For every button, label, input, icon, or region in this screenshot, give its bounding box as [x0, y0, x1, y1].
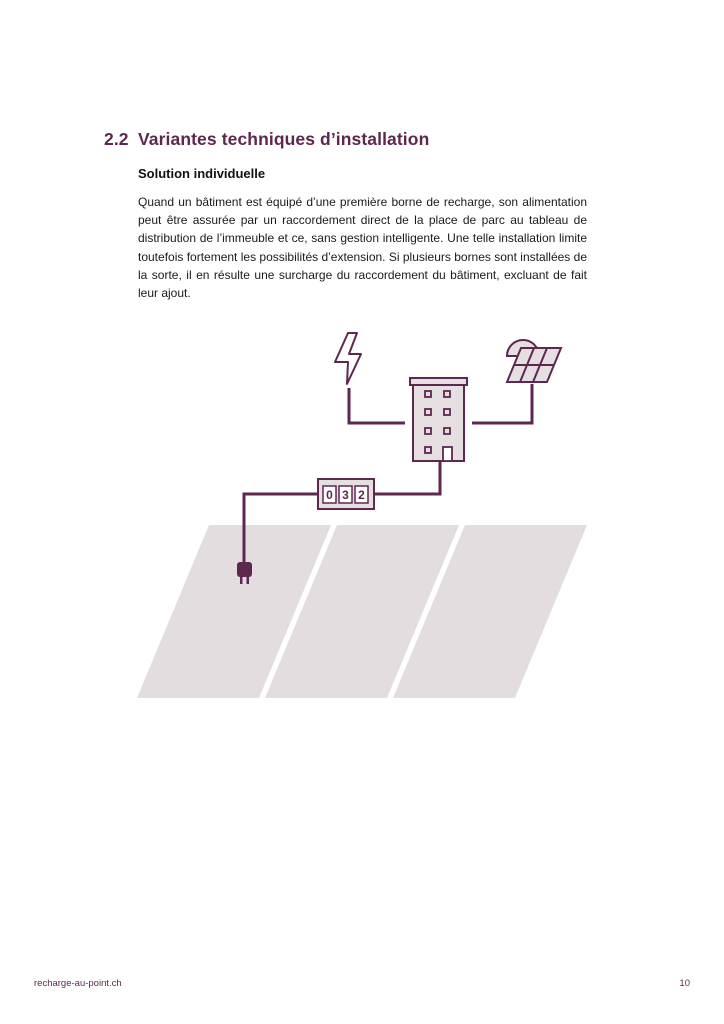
solar-panel-icon	[507, 340, 561, 382]
meter-digit-2: 3	[342, 488, 349, 502]
footer-website: recharge-au-point.ch	[34, 978, 122, 989]
building-to-meter-line	[374, 462, 440, 494]
lightning-icon	[335, 333, 361, 384]
section-number: 2.2	[104, 129, 129, 149]
building-icon	[410, 378, 467, 461]
section-title: Variantes techniques d’installation	[138, 129, 430, 149]
meter-digit-1: 0	[326, 488, 333, 502]
parking-spaces	[137, 525, 587, 698]
meter-icon	[318, 479, 374, 509]
subsection-title: Solution individuelle	[138, 166, 266, 181]
body-paragraph: Quand un bâtiment est équipé d’une première borne de recharge, son alimentation peut être assurée par un raccordement direct de la place de parc au tableau de distribution de l’immeuble et ce, sans gestion intelligente. Une telle installation limite toutefois fortement les possibilités d’extension. Si plusieurs bornes sont installées de la sorte, il en résulte une surcharge du raccordement du bâtiment, excluant de fait leur ajout.	[138, 195, 587, 301]
meter-digit-3: 2	[358, 488, 365, 502]
footer-page-number: 10	[679, 978, 690, 989]
grid-line	[349, 388, 405, 423]
solar-line	[472, 384, 532, 423]
